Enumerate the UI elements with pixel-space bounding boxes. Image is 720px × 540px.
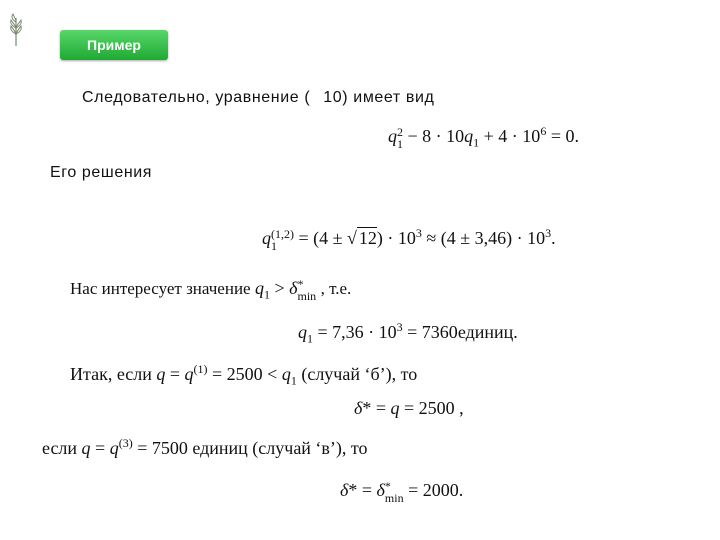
text-line-1-b: имеет вид (353, 89, 435, 106)
eq3-unit: единиц. (457, 322, 518, 342)
eq4-end: = 2500 , (404, 398, 464, 418)
eq1-sub: 1 (397, 137, 403, 151)
line3-gt: > (274, 278, 285, 299)
equation-3 (298, 320, 518, 346)
text-line-3 (70, 278, 351, 302)
line5-sup: (3) (118, 436, 133, 450)
eq1-q2: q (464, 126, 474, 147)
line4-q2: q (184, 364, 194, 384)
eq4-q: q (390, 398, 400, 418)
eq5-end: = 2000. (408, 480, 464, 501)
eq5-sub: min (384, 491, 404, 505)
line4-eq: = (169, 364, 181, 384)
text-line-1-a: Следовательно, уравнение ( (82, 89, 311, 106)
eq2-c: ≈ (4 ± 3,46) · 10 (426, 228, 546, 249)
line3-sub: 1 (264, 287, 271, 302)
equation-ref: 10) (323, 89, 349, 106)
line3-q: q (255, 278, 265, 299)
eq2-b: ) · 10 (376, 228, 416, 249)
eq2-a: = (4 ± (298, 228, 343, 249)
eq1-mid: − 8 · 10 (407, 126, 465, 147)
eq2-root: 12 (358, 228, 377, 249)
eq1-end: = 0. (550, 126, 579, 147)
line4-sub: 1 (290, 373, 297, 388)
line3-dsub: min (297, 289, 317, 303)
equation-1 (388, 126, 579, 150)
line4-q3: q (281, 364, 291, 384)
eq2-end: . (551, 228, 556, 249)
text-line-3-b: , т.е. (320, 279, 352, 299)
line4-suffix: (случай ‘б’), то (301, 364, 418, 384)
line5-value: = 7500 единиц (случай ‘в’), то (137, 438, 368, 458)
equation-5 (340, 480, 463, 504)
text-line-1 (82, 89, 434, 107)
eq5-delta: δ (340, 480, 349, 501)
line5-eq: = (95, 438, 106, 458)
equation-2: q (1,2) 1 = (4 ± √ $12) \cdot 10^3 \approx (4 \pm 3,46) \cdot 10^3$. (262, 226, 556, 253)
eq1-plus: + 4 · 10 (483, 126, 541, 147)
example-badge-label: Пример (87, 37, 141, 53)
line3-delta: δ (289, 278, 298, 299)
eq4-delta: δ (354, 398, 363, 418)
line4-prefix: Итак, если (70, 364, 152, 384)
eq1-q: q (388, 126, 397, 147)
wheat-ear-icon (8, 12, 24, 48)
eq4-rest: = (375, 398, 387, 418)
eq3-sub: 1 (307, 331, 313, 346)
eq2-exp2: 3 (545, 226, 552, 241)
eq2-sup: (1,2) (271, 227, 294, 241)
line4-q: q (156, 364, 166, 384)
line5-q2: q (109, 438, 119, 458)
eq2-q: q (262, 228, 271, 249)
eq3-value: = 7,36 · 10 (317, 322, 397, 342)
eq2-exp1: 3 (415, 226, 422, 241)
line3-dsup: * (297, 277, 304, 291)
eq3-q: q (298, 322, 307, 342)
line4-sup: (1) (193, 362, 208, 376)
eq1-sub2: 1 (473, 135, 480, 150)
eq3-exp: 3 (396, 320, 403, 334)
text-line-2: Его решения (50, 164, 153, 181)
line4-value: = 2500 < (212, 364, 278, 384)
eq5-delta2: δ (376, 480, 385, 501)
equation-4 (354, 398, 464, 419)
line5-q: q (81, 438, 91, 458)
eq5-star: * (348, 480, 358, 501)
text-line-4 (70, 362, 418, 388)
eq2-sub: 1 (271, 239, 277, 253)
eq1-sup: 2 (397, 125, 403, 139)
eq5-sup: * (384, 479, 391, 493)
eq4-star: * (362, 398, 372, 418)
text-line-5 (42, 438, 368, 459)
line5-prefix: если (42, 438, 78, 458)
example-badge (60, 30, 168, 60)
eq3-result: = 7360 (407, 322, 458, 342)
text-line-3-a: Нас интересует значение (70, 279, 251, 299)
eq1-exp: 6 (540, 124, 547, 139)
eq5-eq: = (361, 480, 373, 501)
